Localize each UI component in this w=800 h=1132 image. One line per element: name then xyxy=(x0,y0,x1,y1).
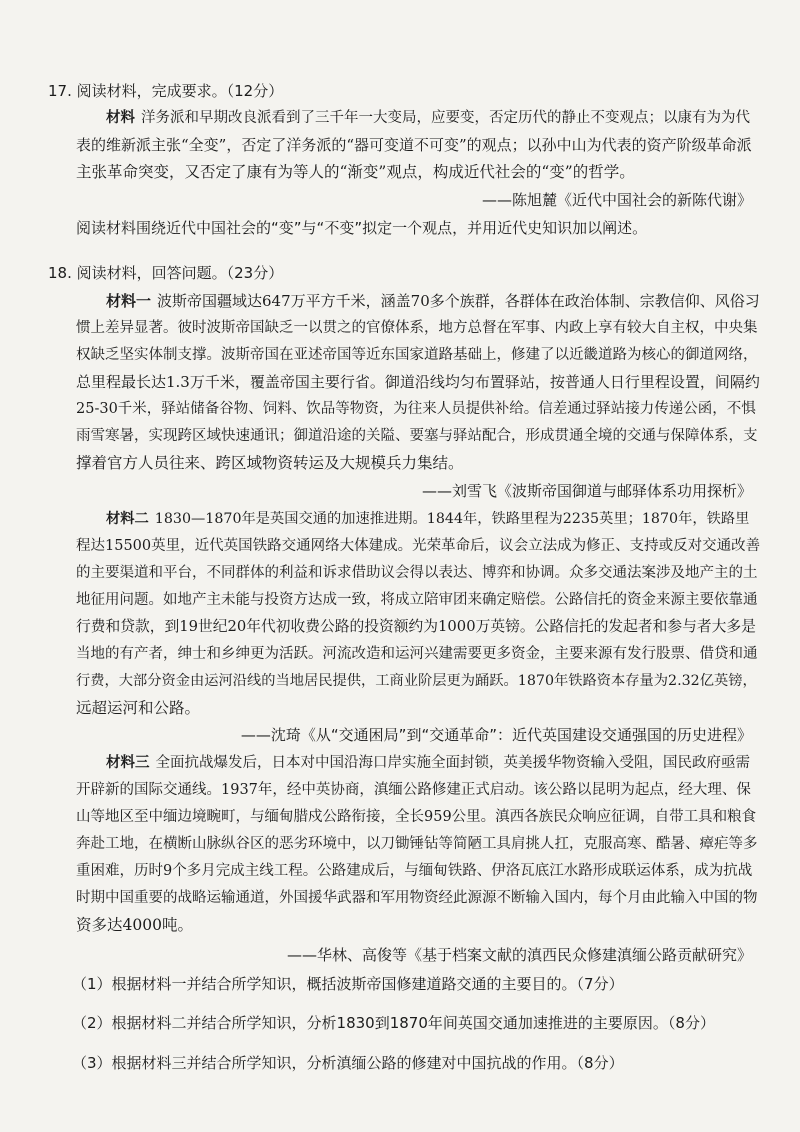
q17-material-line: 主张革命突变，又否定了康有为等人的“渐变”观点，构成近代社会的“变”的哲学。 xyxy=(76,163,635,181)
m3-line: 开辟新的国际交通线。1937年，经中英协商，滇缅公路修建正式启动。该公路以昆明为起点，经大理、保 xyxy=(76,782,751,798)
m1-line: 撑着官方人员往来、跨区域物资转运及大规模兵力集结。 xyxy=(76,454,464,472)
m2-line: 行费，大部分资金由运河沿线的当地居民提供，工商业阶层更为踊跃。1870年铁路资本存量为2.32亿英镑， xyxy=(76,673,757,689)
m3-line: 资多达4000吨。 xyxy=(76,916,193,934)
m1-line: 材料一 波斯帝国疆域达647万平方千米，涵盖70多个族群，各群体在政治体制、宗教信仰、风俗习 xyxy=(106,292,760,310)
m1-line: 25-30千米，驿站储备谷物、饲料、饮品等物资，为往来人员提供补给。信差通过驿站接力传递公函，不惧 xyxy=(76,401,756,417)
m3-line: 重困难，历时9个多月完成主线工程。公路建成后，与缅甸铁路、伊洛瓦底江水路形成联运体系，成为抗战 xyxy=(76,863,753,879)
m3-label: 材料三 xyxy=(106,755,150,771)
m3-line: 山等地区至中缅边境畹町，与缅甸腊戍公路衔接，全长959公里。滇西各族民众响应征调，自带工具和粮食 xyxy=(76,809,757,825)
m2-label: 材料二 xyxy=(106,511,149,527)
q17-source: ——陈旭麓《近代中国社会的新陈代谢》 xyxy=(481,191,752,209)
q18-header: 18. 阅读材料，回答问题。（23分） xyxy=(48,264,284,282)
q18-subquestion-2: （2）根据材料二并结合所学知识，分析1830到1870年间英国交通加速推进的主要原因。（8分） xyxy=(72,1014,715,1032)
m2-line: 材料二 1830—1870年是英国交通的加速推进期。1844年，铁路里程为2235英里；1870年，铁路里 xyxy=(106,511,750,527)
m1-line: 总里程最长达1.3万千米，覆盖帝国主要行省。御道沿线均匀布置驿站，按普通人日行里程设置，间隔约 xyxy=(76,373,760,391)
q17-material-line: 表的维新派主张“全变”，否定了洋务派的“器可变道不可变”的观点；以孙中山为代表的资产阶级革命派 xyxy=(76,136,752,154)
m3-line: 材料三 全面抗战爆发后，日本对中国沿海口岸实施全面封锁，英美援华物资输入受阻，国民政府亟需 xyxy=(106,755,750,771)
m2-line: 程达15500英里，近代英国铁路交通网络大体建成。光荣革命后，议会立法成为修正、支持或反对交通改善 xyxy=(76,538,761,554)
m1-line: 惯上差异显著。彼时波斯帝国缺乏一以贯之的官僚体系，地方总督在军事、内政上享有较大自主权，中央集 xyxy=(76,320,758,336)
m3-line: 奔赴工地，在横断山脉纵谷区的恶劣环境中，以刀锄锤钻等简陋工具肩挑人扛，克服高寒、酷暑、瘴疟等多 xyxy=(76,836,758,852)
m1-label: 材料一 xyxy=(106,292,152,310)
q17-prompt: 阅读材料围绕近代中国社会的“变”与“不变”拟定一个观点，并用近代史知识加以阐述。 xyxy=(76,219,648,237)
m1-line: 权缺乏坚实体制支撑。波斯帝国在亚述帝国等近东国家道路基础上，修建了以近畿道路为核心的御道网络， xyxy=(76,347,758,363)
q17-material-line: 材料 洋务派和早期改良派看到了三千年一大变局，应要变，否定历代的静止不变观点；以康有为为代 xyxy=(106,110,750,126)
m2-line: 地征用问题。如地产主未能与投资方达成一致，将成立陪审团来确定赔偿。公路信托的资金来源主要依靠通 xyxy=(76,592,758,608)
q17-header: 17. 阅读材料，完成要求。（12分） xyxy=(48,82,284,100)
m1-line: 雨雪寒暑，实现跨区域快速通讯；御道沿途的关隘、要塞与驿站配合，形成贯通全境的交通与保障体系，支 xyxy=(76,428,758,444)
m2-line: 当地的有产者，绅士和乡绅更为活跃。河流改造和运河兴建需要更多资金，主要来源有发行股票、借贷和通 xyxy=(76,646,758,662)
m3-line: 时期中国重要的战略运输通道，外国援华武器和军用物资经此源源不断输入国内，每个月由此输入中国的物 xyxy=(76,890,758,906)
q18-subquestion-3: （3）根据材料三并结合所学知识，分析滇缅公路的修建对中国抗战的作用。（8分） xyxy=(72,1054,624,1072)
m2-line: 的主要渠道和平台，不同群体的利益和诉求借助议会得以表达、博弈和协调。众多交通法案涉及地产主的土 xyxy=(76,565,758,581)
m1-source: ——刘雪飞《波斯帝国御道与邮驿体系功用探析》 xyxy=(421,482,752,500)
m2-line: 远超运河和公路。 xyxy=(76,699,201,717)
m3-source: ——华林、高俊等《基于档案文献的滇西民众修建滇缅公路贡献研究》 xyxy=(286,946,752,964)
q18-subquestion-1: （1）根据材料一并结合所学知识，概括波斯帝国修建道路交通的主要目的。（7分） xyxy=(72,975,624,993)
q17-material-label: 材料 xyxy=(106,110,135,126)
m2-source: ——沈琦《从“交通困局”到“交通革命”：近代英国建设交通强国的历史进程》 xyxy=(240,726,752,744)
m2-line: 行费和贷款，到19世纪20年代初收费公路的投资额约为1000万英镑。公路信托的发起者和参与者大多是 xyxy=(76,618,756,635)
